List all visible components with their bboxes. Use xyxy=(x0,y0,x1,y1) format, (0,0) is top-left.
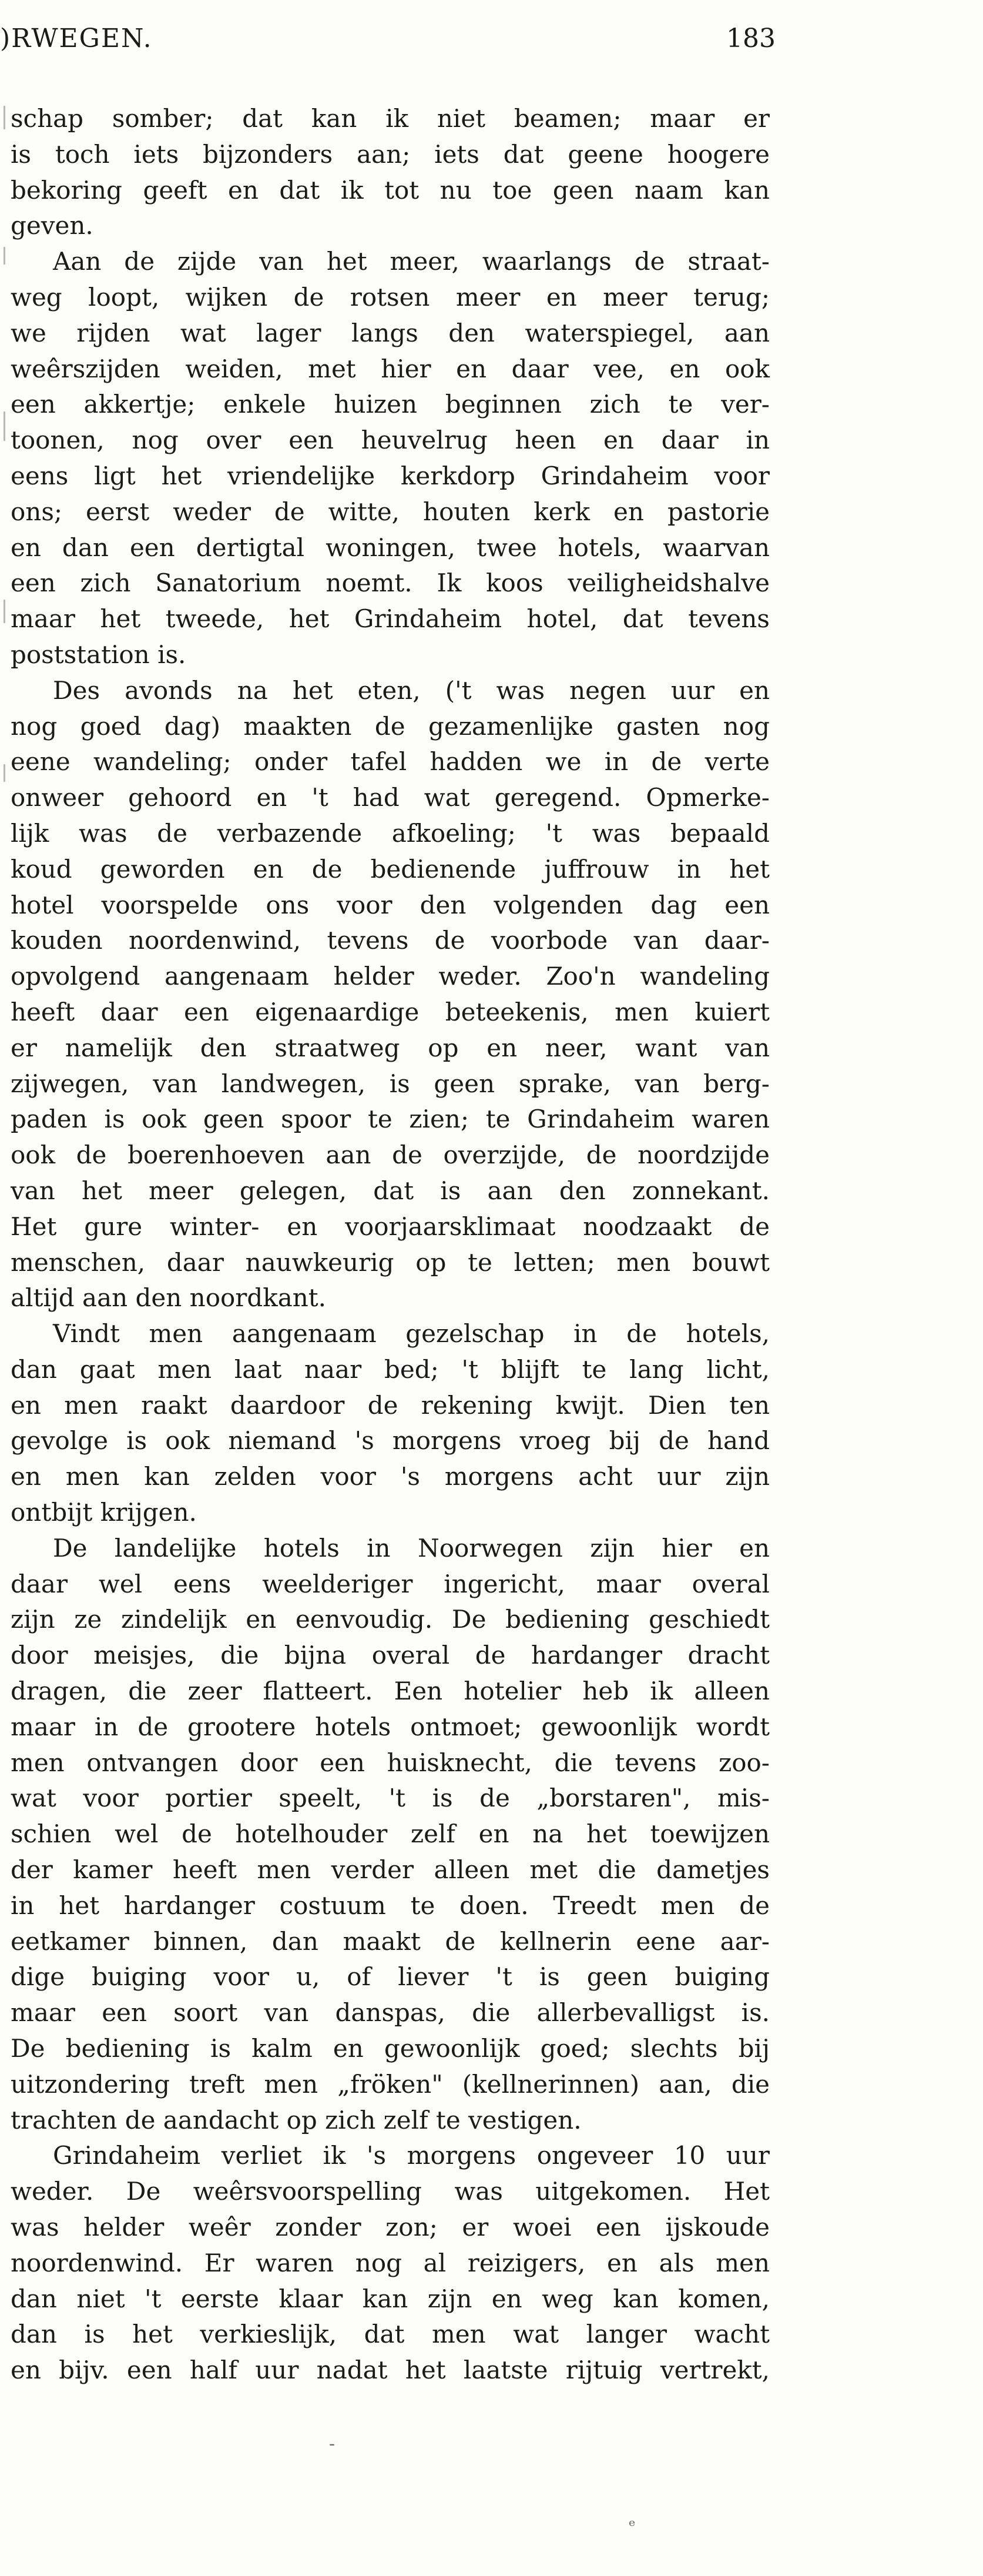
text-line: poststation is. xyxy=(11,640,186,669)
text-line: maar in de grootere hotels ontmoet; gewoonlijk wordt xyxy=(11,1712,770,1741)
text-line: een zich Sanatorium noemt. Ik koos veiligheidshalve xyxy=(11,568,770,598)
text-line: zijn ze zindelijk en eenvoudig. De bediening geschiedt xyxy=(11,1605,770,1634)
text-line: en dan een dertigtal woningen, twee hotels, waarvan xyxy=(11,533,770,562)
text-line: gevolge is ook niemand 's morgens vroeg bij de hand xyxy=(11,1426,770,1456)
text-line: schien wel de hotelhouder zelf en na het toewijzen xyxy=(11,1819,770,1849)
text-line: maar een soort van danspas, die allerbevalligst is. xyxy=(11,1998,770,2028)
text-line: toonen, nog over een heuvelrug heen en daar in xyxy=(11,426,770,455)
text-line: bekoring geeft en dat ik tot nu toe geen naam kan xyxy=(11,175,770,205)
page-header xyxy=(0,24,776,65)
text-line: daar wel eens weelderiger ingericht, maar overal xyxy=(11,1569,770,1598)
text-line: lijk was de verbazende afkoeling; 't was bepaald xyxy=(11,818,770,848)
text-line: menschen, daar nauwkeurig op te letten; men bouwt xyxy=(11,1247,770,1277)
text-line: was helder weêr zonder zon; er woei een ijskoude xyxy=(11,2213,770,2242)
text-line: en men raakt daardoor de rekening kwijt. Dien ten xyxy=(11,1390,770,1420)
text-line: en bijv. een half uur nadat het laatste rijtuig vertrekt, xyxy=(11,2356,770,2385)
text-line: dige buiging voor u, of liever 't is geen buiging xyxy=(11,1962,770,1992)
text-line: en men kan zelden voor 's morgens acht uur zijn xyxy=(11,1462,770,1491)
gutter-mark xyxy=(4,106,5,129)
text-line: Des avonds na het eten, ('t was negen uur en xyxy=(53,675,770,705)
gutter-mark xyxy=(4,764,5,782)
text-line: weder. De weêrsvoorspelling was uitgekomen. Het xyxy=(11,2177,770,2206)
text-line: Het gure winter- en voorjaarsklimaat noodzaakt de xyxy=(11,1212,770,1241)
print-speck: ᵉ xyxy=(629,2516,636,2537)
text-line: ons; eerst weder de witte, houten kerk en pastorie xyxy=(11,497,770,526)
text-line: trachten de aandacht op zich zelf te vestigen. xyxy=(11,2105,582,2135)
text-line: wat voor portier speelt, 't is de „borstaren", mis- xyxy=(11,1784,770,1813)
body-text xyxy=(11,101,770,2388)
print-speck: - xyxy=(329,2434,336,2454)
text-line: eetkamer binnen, dan maakt de kellnerin eene aar- xyxy=(11,1926,770,1956)
text-line: uitzondering treft men „fröken" (kellnerinnen) aan, die xyxy=(11,2069,770,2099)
text-line: eene wandeling; onder tafel hadden we in de verte xyxy=(11,747,770,777)
text-line: dan is het verkieslijk, dat men wat langer wacht xyxy=(11,2320,770,2349)
text-line: kouden noordenwind, tevens de voorbode van daar- xyxy=(11,926,770,955)
gutter-mark xyxy=(4,412,5,441)
text-line: door meisjes, die bijna overal de hardanger dracht xyxy=(11,1641,770,1670)
text-line: nog goed dag) maakten de gezamenlijke gasten nog xyxy=(11,711,770,741)
text-line: eens ligt het vriendelijke kerkdorp Grindaheim voor xyxy=(11,461,770,490)
text-line: De bediening is kalm en gewoonlijk goed; slechts bij xyxy=(11,2034,770,2063)
text-line: onweer gehoord en 't had wat geregend. Opmerke- xyxy=(11,783,770,812)
text-line: altijd aan den noordkant. xyxy=(11,1283,327,1313)
text-line: een akkertje; enkele huizen beginnen zich te ver- xyxy=(11,390,770,419)
text-line: weg loopt, wijken de rotsen meer en meer terug; xyxy=(11,282,770,312)
gutter-mark xyxy=(4,600,5,623)
text-line: dan gaat men laat naar bed; 't blijft te lang licht, xyxy=(11,1354,770,1384)
text-line: zijwegen, van landwegen, is geen sprake, van berg- xyxy=(11,1069,770,1098)
text-line: noordenwind. Er waren nog al reizigers, en als men xyxy=(11,2248,770,2277)
text-line: maar het tweede, het Grindaheim hotel, dat tevens xyxy=(11,604,770,634)
text-line: ontbijt krijgen. xyxy=(11,1498,197,1527)
text-line: in het hardanger costuum te doen. Treedt men de xyxy=(11,1891,770,1920)
text-line: Aan de zijde van het meer, waarlangs de straat- xyxy=(53,247,770,276)
text-line: er namelijk den straatweg op en neer, want van xyxy=(11,1033,770,1062)
gutter-mark xyxy=(4,247,5,265)
text-line: ook de boerenhoeven aan de overzijde, de noordzijde xyxy=(11,1140,770,1170)
page-number: 183 xyxy=(726,24,776,53)
text-line: we rijden wat lager langs den waterspiegel, aan xyxy=(11,318,770,347)
text-line: heeft daar een eigenaardige beteekenis, men kuiert xyxy=(11,997,770,1026)
text-line: is toch iets bijzonders aan; iets dat geene hoogere xyxy=(11,139,770,169)
text-line: Vindt men aangenaam gezelschap in de hotels, xyxy=(53,1319,770,1349)
text-line: der kamer heeft men verder alleen met die dametjes xyxy=(11,1855,770,1885)
text-line: hotel voorspelde ons voor den volgenden dag een xyxy=(11,890,770,919)
text-line: dragen, die zeer flatteert. Een hotelier heb ik alleen xyxy=(11,1677,770,1706)
text-line: koud geworden en de bedienende juffrouw in het xyxy=(11,854,770,884)
text-line: men ontvangen door een huisknecht, die tevens zoo- xyxy=(11,1748,770,1777)
text-line: De landelijke hotels in Noorwegen zijn hier en xyxy=(53,1533,770,1563)
text-line: weêrszijden weiden, met hier en daar vee, en ook xyxy=(11,354,770,383)
text-line: schap somber; dat kan ik niet beamen; maar er xyxy=(11,104,770,133)
running-title: )RWEGEN. xyxy=(0,24,153,53)
text-line: paden is ook geen spoor te zien; te Grindaheim waren xyxy=(11,1105,770,1134)
text-line: geven. xyxy=(11,211,93,240)
text-line: Grindaheim verliet ik 's morgens ongeveer 10 uur xyxy=(53,2141,770,2170)
text-line: van het meer gelegen, dat is aan den zonnekant. xyxy=(11,1176,770,1205)
text-line: opvolgend aangenaam helder weder. Zoo'n wandeling xyxy=(11,962,770,991)
text-line: dan niet 't eerste klaar kan zijn en weg kan komen, xyxy=(11,2284,770,2313)
